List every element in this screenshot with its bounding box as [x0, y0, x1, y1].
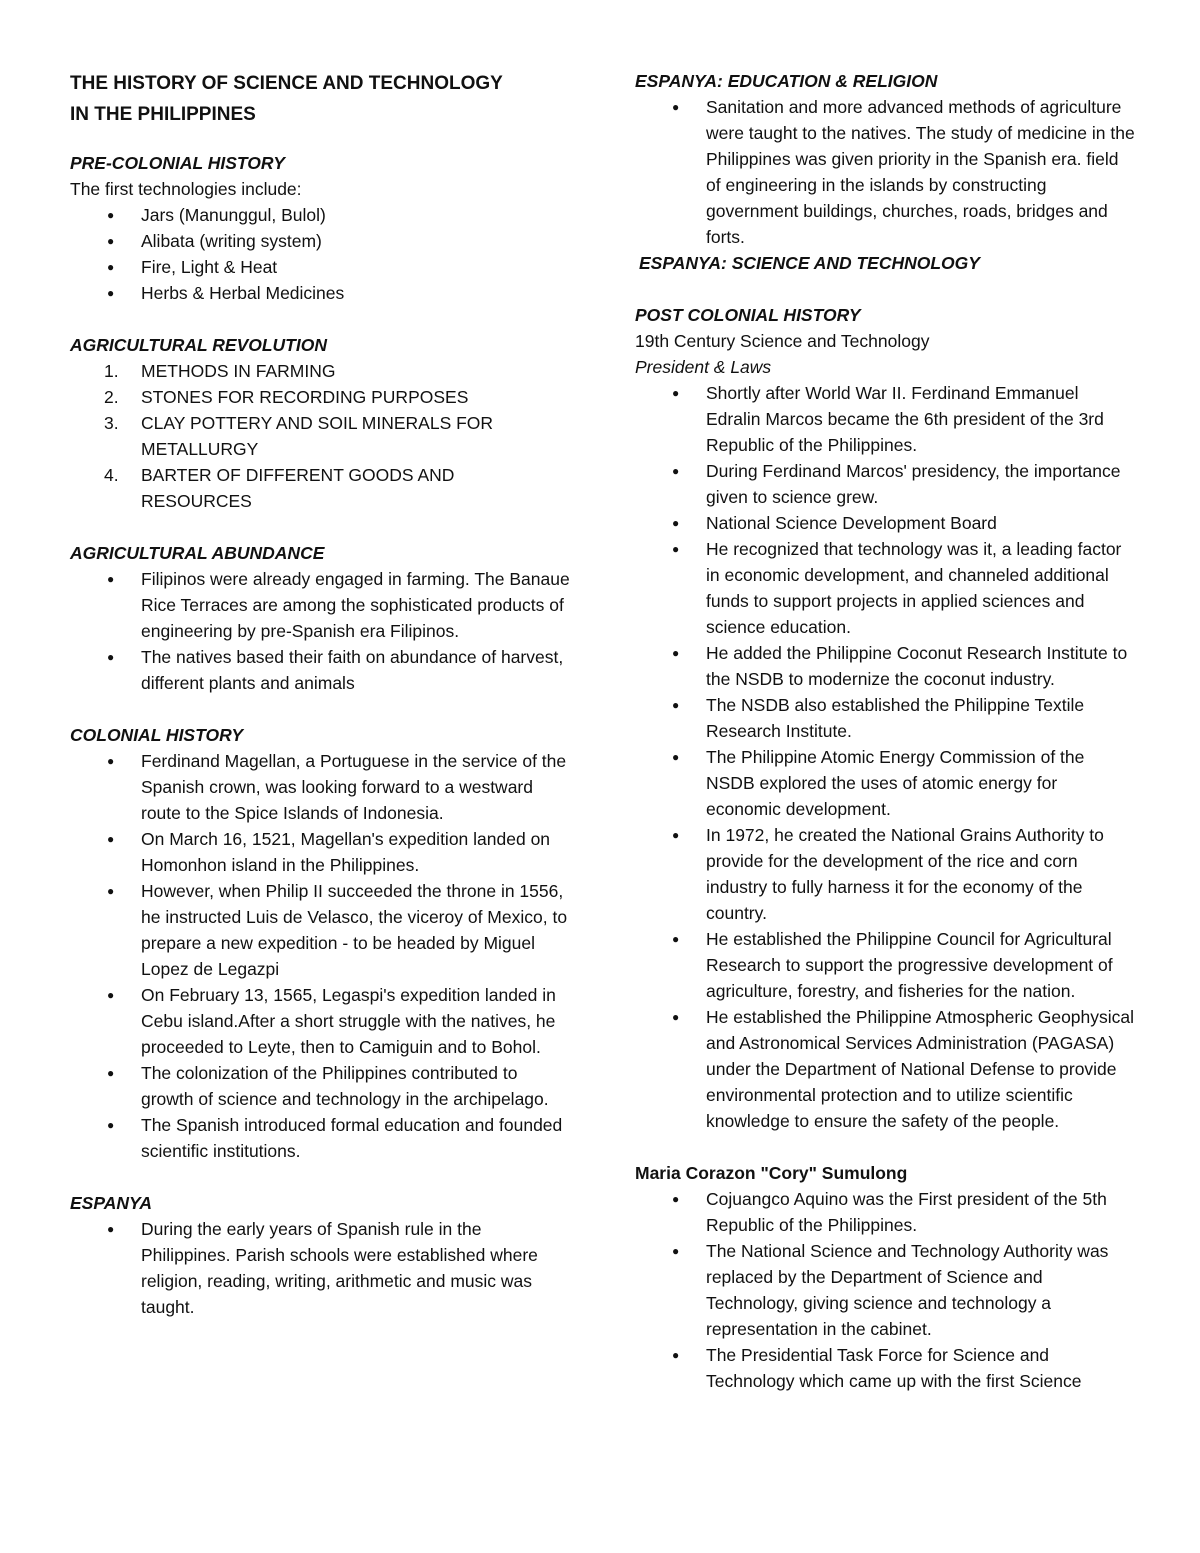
list-item [70, 384, 570, 410]
precolonial-list [70, 202, 570, 306]
list-item: ● Shortly after World War II. Ferdinand Emmanuel Edralin Marcos became the 6th president of the 3rd Republic of the Philippines. [635, 380, 1135, 458]
list-item: ● The Presidential Task Force for Science and Technology which came up with the first Science [635, 1342, 1135, 1394]
list-item: ● The natives based their faith on abundance of harvest, different plants and animals [70, 644, 570, 696]
postcolonial-subsubtitle: President & Laws [635, 357, 772, 377]
left-column [70, 68, 570, 1320]
espanya-heading: ESPANYA [70, 1193, 153, 1213]
list-item [70, 410, 570, 462]
list-number: 4. [104, 465, 119, 485]
colonial-list [70, 748, 570, 1164]
list-item: ● Sanitation and more advanced methods of agriculture were taught to the natives. The study of medicine in the Philippines was given priority in the Spanish era. field of engineering in the islands by constructing government buildings, churches, roads, bridges and forts. [635, 94, 1135, 250]
list-item: ● During Ferdinand Marcos' presidency, the importance given to science grew. [635, 458, 1135, 510]
list-item: ● In 1972, he created the National Grains Authority to provide for the development of the rice and corn industry to fully harness it for the economy of the country. [635, 822, 1135, 926]
list-item: ● He recognized that technology was it, a leading factor in economic development, and channeled additional funds to support projects in applied sciences and science education. [635, 536, 1135, 640]
list-item [70, 462, 570, 514]
document-title-line-2: IN THE PHILIPPINES [70, 104, 256, 125]
list-item: ● The colonization of the Philippines contributed to growth of science and technology in the archipelago. [70, 1060, 570, 1112]
list-item: ● During the early years of Spanish rule in the Philippines. Parish schools were established where religion, reading, writing, arithmetic and music was taught. [70, 1216, 570, 1320]
list-item: ● The Spanish introduced formal education and founded scientific institutions. [70, 1112, 570, 1164]
list-number: 1. [104, 361, 119, 381]
list-item: ● On February 13, 1565, Legaspi's expedition landed in Cebu island.After a short struggle with the natives, he proceeded to Leyte, then to Camiguin and to Bohol. [70, 982, 570, 1060]
postcolonial-heading: POST COLONIAL HISTORY [635, 305, 861, 325]
list-item: ● On March 16, 1521, Magellan's expedition landed on Homonhon island in the Philippines. [70, 826, 570, 878]
agri-abundance-list [70, 566, 570, 696]
cory-heading: Maria Corazon "Cory" Sumulong [635, 1163, 908, 1183]
list-item: ● The National Science and Technology Authority was replaced by the Department of Science and Technology, giving science and technology a representation in the cabinet. [635, 1238, 1135, 1342]
list-text: METHODS IN FARMING [141, 361, 336, 381]
agri-abundance-heading: AGRICULTURAL ABUNDANCE [70, 543, 325, 563]
list-text: BARTER OF DIFFERENT GOODS AND RESOURCES [141, 465, 455, 511]
espanya-list [70, 1216, 570, 1320]
cory-list [635, 1186, 1135, 1394]
list-item: ● Jars (Manunggul, Bulol) [70, 202, 570, 228]
list-item [70, 358, 570, 384]
list-item: ● The Philippine Atomic Energy Commission of the NSDB explored the uses of atomic energy for economic development. [635, 744, 1135, 822]
list-text: CLAY POTTERY AND SOIL MINERALS FOR METALLURGY [141, 413, 494, 459]
list-item: ● Ferdinand Magellan, a Portuguese in the service of the Spanish crown, was looking forward to a westward route to the Spice Islands of Indonesia. [70, 748, 570, 826]
list-item: ● He established the Philippine Council for Agricultural Research to support the progressive development of agriculture, forestry, and fisheries for the nation. [635, 926, 1135, 1004]
agri-revolution-list [70, 358, 570, 514]
list-item: ● Filipinos were already engaged in farming. The Banaue Rice Terraces are among the sophisticated products of engineering by pre-Spanish era Filipinos. [70, 566, 570, 644]
right-column [635, 68, 1135, 1394]
list-item: ● He established the Philippine Atmospheric Geophysical and Astronomical Services Administration (PAGASA) under the Department of National Defense to provide environmental protection and to utilize scientific knowledge to ensure the safety of the people. [635, 1004, 1135, 1134]
precolonial-heading: PRE-COLONIAL HISTORY [70, 153, 285, 173]
list-item: ● The NSDB also established the Philippine Textile Research Institute. [635, 692, 1135, 744]
colonial-heading: COLONIAL HISTORY [70, 725, 244, 745]
list-item: ● Alibata (writing system) [70, 228, 570, 254]
list-number: 3. [104, 413, 119, 433]
espanya-education-list [635, 94, 1135, 250]
postcolonial-subtitle: 19th Century Science and Technology [635, 331, 930, 351]
list-text: STONES FOR RECORDING PURPOSES [141, 387, 469, 407]
list-item: ● Herbs & Herbal Medicines [70, 280, 570, 306]
document-title-line-1: THE HISTORY OF SCIENCE AND TECHNOLOGY [70, 73, 503, 94]
list-item: ● However, when Philip II succeeded the throne in 1556, he instructed Luis de Velasco, the viceroy of Mexico, to prepare a new expedition - to be headed by Miguel Lopez de Legazpi [70, 878, 570, 982]
agri-revolution-heading: AGRICULTURAL REVOLUTION [70, 335, 327, 355]
list-item: ● National Science Development Board [635, 510, 1135, 536]
list-item: ● Fire, Light & Heat [70, 254, 570, 280]
list-item: ● Cojuangco Aquino was the First president of the 5th Republic of the Philippines. [635, 1186, 1135, 1238]
postcolonial-list [635, 380, 1135, 1134]
precolonial-intro: The first technologies include: [70, 179, 302, 199]
list-item: ● He added the Philippine Coconut Research Institute to the NSDB to modernize the coconut industry. [635, 640, 1135, 692]
espanya-education-heading: ESPANYA: EDUCATION & RELIGION [635, 71, 938, 91]
espanya-science-heading: ESPANYA: SCIENCE AND TECHNOLOGY [639, 253, 980, 273]
list-number: 2. [104, 387, 119, 407]
